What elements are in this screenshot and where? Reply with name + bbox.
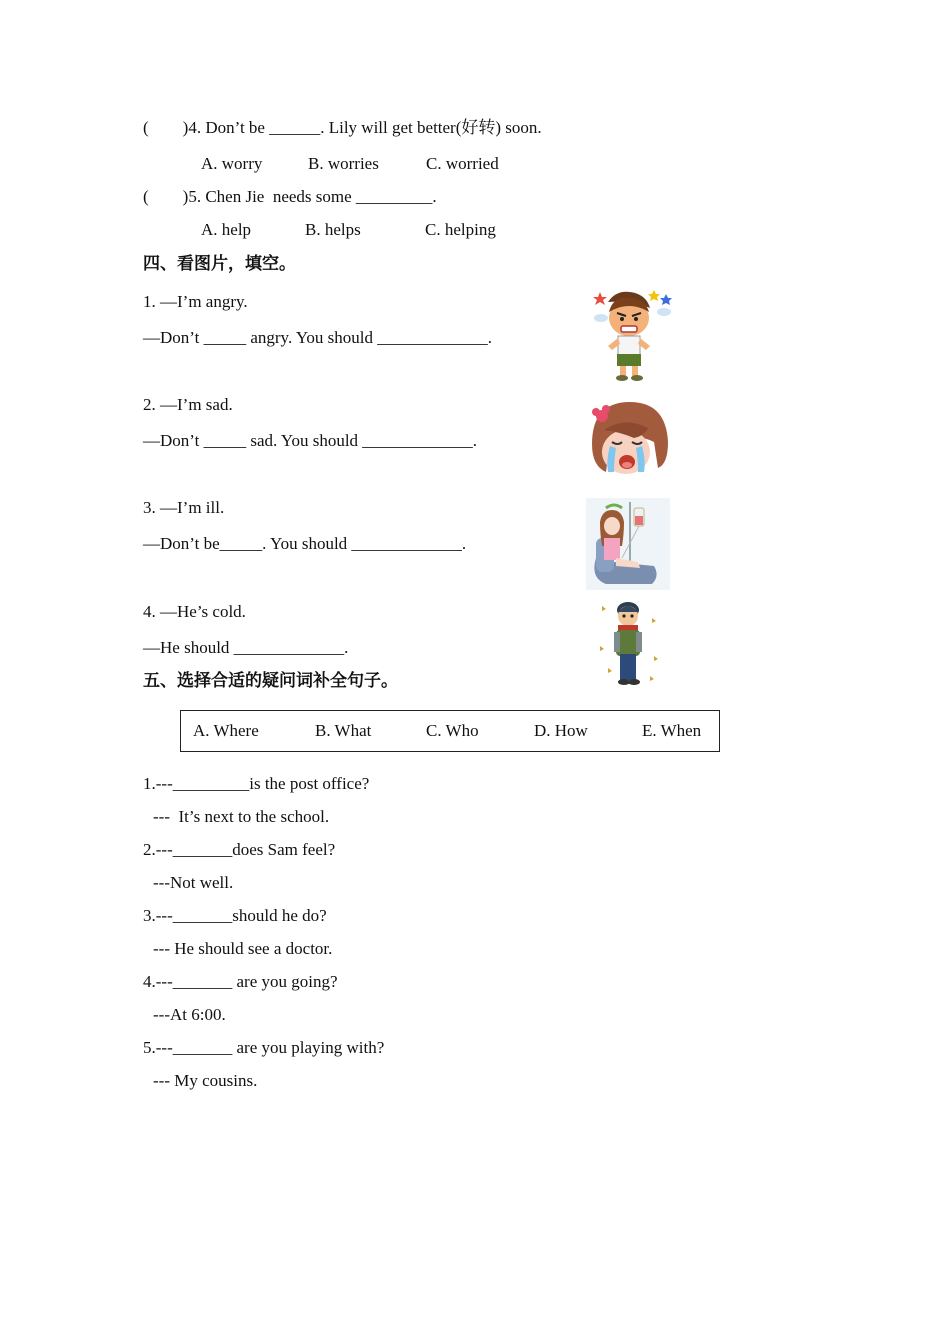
section5-question-4: 4.---_______ are you going?	[143, 972, 338, 991]
section4-item-1-prompt: 1. —I’m angry.	[143, 292, 248, 311]
section4-item-2-answer: —Don’t _____ sad. You should _____________.	[143, 431, 478, 450]
question-5-option-c: C. helping	[425, 220, 496, 239]
word-bank-choice-c: C. Who	[426, 721, 479, 740]
section5-question-3: 3.---_______should he do?	[143, 906, 327, 925]
sick-girl-with-iv-illustration	[586, 498, 670, 590]
question-5-stem: ( )5. Chen Jie needs some _________.	[143, 187, 437, 206]
section4-item-3-prompt: 3. —I’m ill.	[143, 498, 225, 517]
section5-answer-4: ---At 6:00.	[153, 1005, 226, 1024]
question-4-option-c: C. worried	[426, 154, 499, 173]
section5-question-2: 2.---_______does Sam feel?	[143, 840, 336, 859]
section5-answer-2: ---Not well.	[153, 873, 234, 892]
section5-answer-1: --- It’s next to the school.	[153, 807, 330, 826]
question-4-option-b: B. worries	[308, 154, 379, 173]
word-bank-choice-d: D. How	[534, 721, 588, 740]
section-5-heading: 五、选择合适的疑问词补全句子。	[143, 671, 398, 691]
question-4-stem: ( )4. Don’t be ______. Lily will get better(好转) soon.	[143, 118, 542, 137]
word-bank-choice-b: B. What	[315, 721, 372, 740]
word-bank-box	[180, 710, 720, 752]
word-bank-choice-e: E. When	[642, 721, 702, 740]
section4-item-2-prompt: 2. —I’m sad.	[143, 395, 233, 414]
section5-answer-5: --- My cousins.	[153, 1071, 258, 1090]
section4-item-4-answer: —He should _____________.	[143, 638, 349, 657]
word-bank-choice-a: A. Where	[193, 721, 259, 740]
section5-answer-3: --- He should see a doctor.	[153, 939, 333, 958]
section4-item-1-answer: —Don’t _____ angry. You should _____________.	[143, 328, 492, 347]
section4-item-3-answer: —Don’t be_____. You should _____________.	[143, 534, 467, 553]
section5-question-5: 5.---_______ are you playing with?	[143, 1038, 385, 1057]
section4-item-4-prompt: 4. —He’s cold.	[143, 602, 246, 621]
cold-man-illustration	[592, 596, 664, 688]
angry-boy-illustration	[592, 288, 678, 382]
crying-girl-illustration	[586, 400, 670, 480]
section-4-heading: 四、看图片，填空。	[143, 254, 296, 274]
section5-question-1: 1.---_________is the post office?	[143, 774, 370, 793]
question-4-option-a: A. worry	[201, 154, 263, 173]
question-5-option-b: B. helps	[305, 220, 361, 239]
question-5-option-a: A. help	[201, 220, 252, 239]
